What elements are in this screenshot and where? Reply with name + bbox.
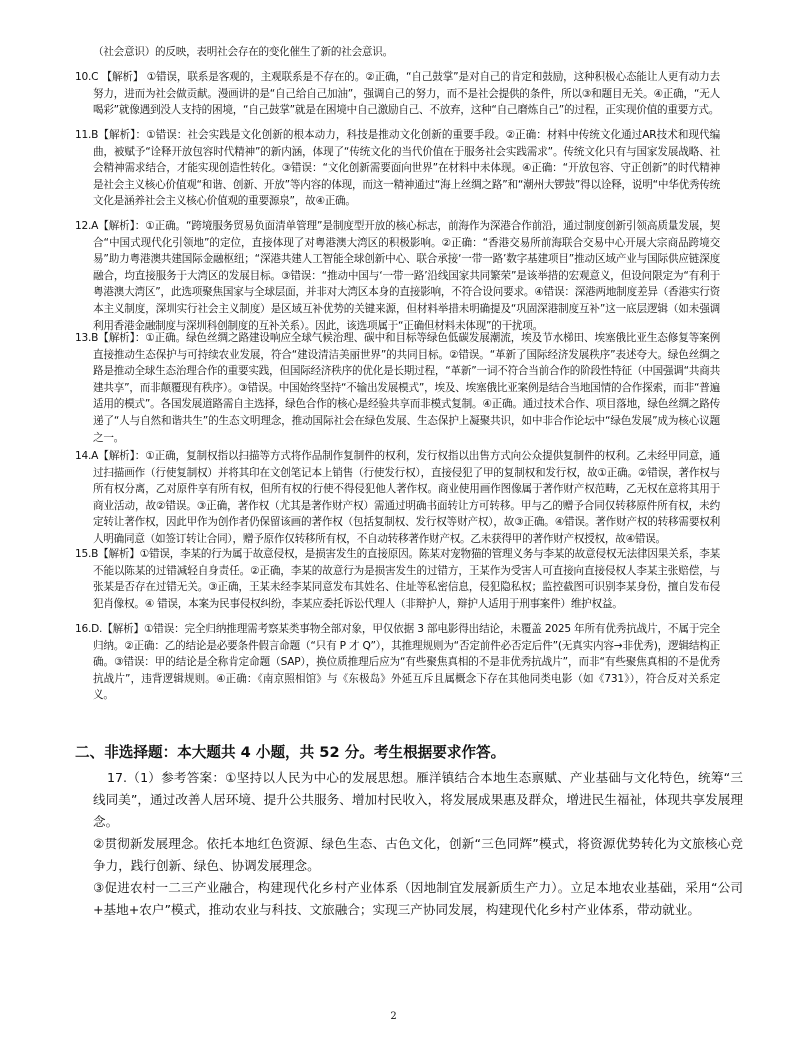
q9-answer-continuation: （社会意识）的反映，表明社会存在的变化催生了新的社会意识。 — [93, 46, 393, 58]
q11-answer: 11.B【解析】：①错误：社会实践是文化创新的根本动力，科技是推动文化创新的重要手段。②正确：材料中传统文化通过AR技术和现代编曲，被赋予“诠释开放包容时代精神”的新内涵，体现了“传统文化的当代价值在于服务社会实践需求”。传统文化只有与国家发展战略、社会精神需求结合，才能实现创造性转化。③错误：“文化创新需要面向世界”在材料中未体现。④正确：“开放包容、守正创新”的时代精神是社会主义核心价值观“和谐、创新、开放”等内容的体现，而这一精神通过“海上丝绸之路”和“潮州大锣鼓”得以诠释，说明“中华优秀传统文化是涵养社会主义核心价值观的重要源泉”，故④正确。 — [75, 129, 720, 208]
section-two-heading: 二、非选择题：本大题共 4 小题，共 52 分。考生根据要求作答。 — [75, 744, 506, 761]
q12-answer: 12.A【解析】：①正确。“跨境服务贸易负面清单管理”是制度型开放的核心标志，前海作为深港合作前沿，通过制度创新引领高质量发展，契合“中国式现代化引领地”的定位，直接体现了对粤港澳大湾区的积极影响。②正确：“香港交易所前海联合交易中心开展大宗商品跨境交易”助力粤港澳共建国际金融枢纽；“深港共建人工智能全球创新中心、联合承接‘一带一路’数字基建项目”推动区域产业与国际供应链深度融合，均直接服务于大湾区的发展目标。③错误：“推动中国与‘一带一路’沿线国家共同繁荣”是该举措的宏观意义，但设问限定为“有利于粤港澳大湾区”，此选项聚焦国家与全球层面，并非对大湾区本身的直接影响，不符合设问要求。④错误：深港两地制度差异（香港实行资本主义制度，深圳实行社会主义制度）是区域互补优势的关键来源，但材料举措未明确提及“巩固深港制度互补”这一底层逻辑（如未强调利用香港金融制度与深圳科创制度的互补关系）。因此，该选项属于“正确但材料未体现”的干扰项。 — [75, 220, 720, 332]
q13-answer: 13.B【解析】：①正确。绿色丝绸之路建设响应全球气候治理、碳中和目标等绿色低碳发展潮流，埃及节水梯田、埃塞俄比亚生态修复等案例直接推动生态保护与可持续农业发展，符合“建设清洁美丽世界”的共同目标。②错误。“革新了国际经济发展秩序”表述夸大。绿色丝绸之路是推动全球生态治理合作的重要实践，但国际经济秩序的优化是长期过程，“革新”一词不符合当前合作的阶段性特征（中国强调“共商共建共享”，而非颠覆现有秩序）。③错误。中国始终坚持“不输出发展模式”，埃及、埃塞俄比亚案例是结合当地国情的合作探索，而非“普遍适用的模式”。各国发展道路需自主选择，绿色合作的核心是经验共享而非模式复制。④正确。通过技术合作、项目落地，绿色丝绸之路传递了“人与自然和谐共生”的生态文明理念，推动国际社会在绿色发展、生态保护上凝聚共识，如中非合作论坛中“绿色发展”成为核心议题之一。 — [75, 332, 720, 444]
q14-answer: 14.A【解析】：①正确，复制权指以扫描等方式将作品制作复制件的权利，发行权指以出售方式向公众提供复制件的权利。乙未经甲同意，通过扫描画作（行使复制权）并将其印在文创笔记本上销售（行使发行权），直接侵犯了甲的复制权和发行权，故①正确。②错误，著作权与所有权分离，乙对原件享有所有权，但所有权的行使不得侵犯他人著作权。商业使用画作图像属于著作财产权范畴，乙无权在意将其用于商业活动，故②错误。③正确，著作权（尤其是著作财产权）需通过明确书面转让方可转移。甲与乙的赠予合同仅转移原件所有权，未约定转让著作权，因此甲作为创作者仍保留该画的著作权（包括复制权、发行权等财产权），故③正确。④错误。著作财产权的转移需要权利人明确同意（如签订转让合同），赠予原作仅转移所有权，不自动转移著作财产权。乙未获得甲的著作财产权授权，故④错误。 — [75, 450, 720, 545]
q17-answer-point-1: 17.（1）参考答案：①坚持以人民为中心的发展思想。雁洋镇结合本地生态禀赋、产业基础与文化特色，统筹“三线同美”，通过改善人居环境、提升公共服务、增加村民收入，将发展成果惠及群众，增进民生福祉，体现共享发展理念。 — [93, 770, 743, 829]
q10-answer: 10.C 【解析】 ①错误，联系是客观的，主观联系是不存在的。②正确，“自己鼓掌”是对自己的肯定和鼓励，这种积极心态能让人更有动力去努力，进而为社会做贡献。漫画讲的是“自己给自己加油”，强调自己的努力，而不是社会提供的条件，所以③和题目无关。④正确，“无人喝彩”就像遇到没人支持的困境，“自己鼓掌”就是在困境中自己激励自己、不放弃，这种“自己磨炼自己”的过程，正实现价值的重要方式。 — [75, 71, 720, 117]
q17-answer-point-3: ③促进农村一二三产业融合，构建现代化乡村产业体系（因地制宜发展新质生产力）。立足本地农业基础，采用“公司+基地+农户”模式，推动农业与科技、文旅融合；实现三产协同发展，构建现代化乡村产业体系，带动就业。 — [93, 880, 743, 917]
page-number: 2 — [390, 1011, 397, 1022]
q15-answer: 15.B【解析】①错误，李某的行为属于故意侵权，是损害发生的直接原因。陈某对宠物猫的管理义务与李某的故意侵权无法律因果关系，李某不能以陈某的过错减轻自身责任。②正确，李某的故意行为是损害发生的过错方，王某作为受害人可直接向直接侵权人李某主张赔偿，与张某是否存在过错无关。③正确，王某未经李某同意发布其姓名、住址等私密信息，侵犯隐私权；监控截图可识别李某身份，擅自发布侵犯肖像权。④ 错误，本案为民事侵权纠纷，李某应委托诉讼代理人（非辩护人，辩护人适用于刑事案件）维护权益。 — [75, 548, 720, 610]
q17-answer-point-2: ②贯彻新发展理念。依托本地红色资源、绿色生态、古色文化，创新“三色同辉”模式，将资源优势转化为文旅核心竞争力，践行创新、绿色、协调发展理念。 — [93, 836, 743, 873]
q16-answer: 16.D.【解析】①错误：完全归纳推理需考察某类事物全部对象，甲仅依据 3 部电影得出结论，未覆盖 2025 年所有优秀抗战片，不属于完全归纳。②正确：乙的结论是必要条件假言命题（“只有 P 才 Q”），其推理规则为“否定前件必否定后件”(无真实内容→非优秀)，逻辑结构正确。③错误：甲的结论是全称肯定命题（SAP），换位质推理后应为“有些聚焦真相的不是非优秀抗战片”，而非“有些聚焦真相的不是优秀抗战片”，违背逻辑规则。④正确：《南京照相馆》与《东极岛》外延互斥且属概念下存在其他同类电影（如《731》），符合反对关系定义。 — [75, 623, 720, 702]
